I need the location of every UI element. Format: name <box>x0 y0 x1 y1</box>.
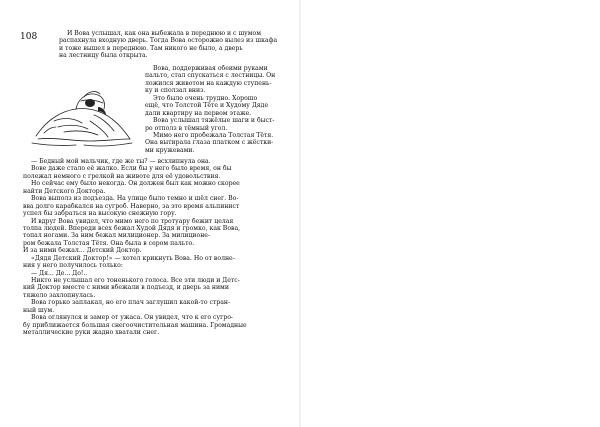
text-line: ку и сползал вниз. <box>145 87 206 95</box>
text-line: Это было очень трудно. Хорошо <box>153 94 258 102</box>
page-number: 108 <box>20 32 38 42</box>
text-line: И за ними бежал... Детский Доктор. <box>23 247 142 255</box>
text-line: — Дя... Де... До!.. <box>31 269 88 277</box>
text-line: И вдруг Вова увидел, что мимо него по тротуару бежит целая <box>31 217 234 225</box>
top-text-block <box>59 30 287 60</box>
text-line: тяжело захлопнулась. <box>23 291 96 299</box>
text-line: И Вова услышал, как она выбежала в переднюю и с шумом <box>67 30 262 37</box>
text-line: ния у него получилось только: <box>23 262 123 270</box>
right-page <box>300 0 600 427</box>
text-line: распахнула входную дверь. Тогда Вова осторожно вылез из шкафа <box>59 37 278 45</box>
text-line: Вова услышал тяжёлые шаги и быст- <box>153 117 275 125</box>
text-line: ром бежала Толстая Тётя. Она была в сером пальто. <box>23 239 195 247</box>
text-line: вва долго карабкался на сугроб. Наверно, за это время альпинист <box>23 202 240 210</box>
text-line: ложился животом на каждую ступень- <box>145 79 272 87</box>
text-line: Вова, поддерживая обеими руками <box>153 65 268 72</box>
text-line: «Дядя Детский Доктор!» — хотел крикнуть Вова. Но от волне- <box>31 254 235 262</box>
text-line: Мимо него пробежала Толстая Тётя. <box>153 131 274 139</box>
text-line: бу приближается большая снегоочистительная машина. Громадные <box>23 321 247 329</box>
text-line: ный шум. <box>23 306 55 314</box>
text-line: — Бедный мой мальчик, где же ты? — всхлипнула она. <box>31 158 211 165</box>
text-line: дали квартиру на первом этаже. <box>145 109 252 117</box>
text-line: Вова горько заплакал, но его плач заглушил какой-то стран- <box>31 299 231 307</box>
text-line: ещё, что Толстой Тёте и Худому Дяде <box>145 102 269 110</box>
text-line: топал ногами. За ним бежал милиционер. За милиционе- <box>23 232 210 240</box>
text-line: Она вытирала глаза платком с жёстки- <box>145 139 274 147</box>
vignette-boy-sliding-illustration <box>24 81 140 153</box>
text-line: Но сейчас ему было некогда. Он должен был как можно скорее <box>31 180 240 188</box>
text-line: металлические руки жадно хватали снег. <box>23 329 160 337</box>
text-line: найти Детского Доктора. <box>23 187 106 195</box>
text-line: пальто, стал спускаться с лестницы. Он <box>145 72 276 80</box>
text-line: Вове даже стало её жалко. Если бы у него было время, он бы <box>31 165 232 173</box>
text-line: Вова оглянулся и замер от ужаса. Он увидел, что к его сугро- <box>31 314 233 322</box>
text-line: ми кружевами. <box>145 146 195 154</box>
lower-text-block <box>23 158 287 337</box>
text-line: кий Доктор вместе с ними вбежали в подъезд, и дверь за ними <box>23 284 229 292</box>
side-text-block <box>145 65 287 154</box>
text-line: Никто не услышал его тоненького голоса. Все эти люди и Детс- <box>31 277 240 284</box>
text-line: успел бы забраться на высокую снежную гору. <box>23 210 177 218</box>
text-line: толпа людей. Впереди всех бежал Худой Дядя и громко, как Вова, <box>23 224 241 232</box>
text-line: на лестницу была открыта. <box>59 52 148 60</box>
text-line: ро отполз в тёмный угол. <box>145 124 228 132</box>
text-line: Вова выполз из подъезда. На улице было темно и шёл снег. Во- <box>31 195 239 203</box>
text-line: и тоже вышел в переднюю. Там никого не было, а дверь <box>59 44 243 52</box>
text-line: полежал немного с грелкой на животе для её удовольствия. <box>23 172 221 180</box>
